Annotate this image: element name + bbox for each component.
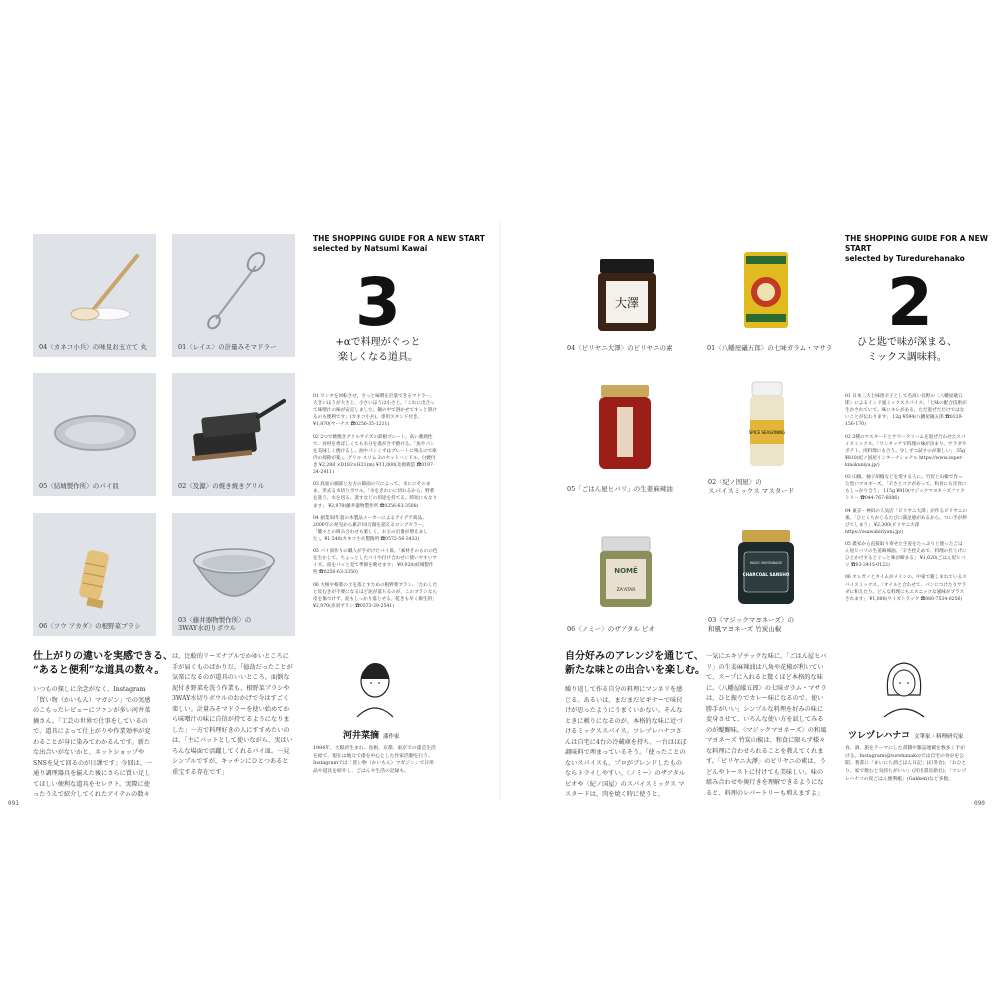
article-body-col2 (706, 652, 828, 799)
section-headline (852, 336, 962, 365)
headline-line1: +αで料理がぐっと (335, 337, 421, 348)
body-paragraph: いつもの探しに余念がなく、Instagram「買い物（かいもん）マガジン」での実感のこもったレビューにファンが多い河井菜摘さん。「工芸の世界で仕事をしているので、道具によって仕上がりや作業効率が変わることが身に染みてわかるんです。新たな出合いがないかと、ネットショップやSNSを見て回るのが日課です」今回は、一通り調理器具を揃えた後にさらに買い足してほしい便利な道具をセレクト。実際に使ったうえで紹介してくれたアイテムの数々 (33, 686, 153, 799)
product-note: 06 大根や根菜の土を落とすための根野菜ブラシ。「たわしだと皮むきが不要になるほど泥が落ちるのが、このブラシなら皮を傷つけず、泥もしっかり落とせる。乾きも早く衛生的」 ¥2,970(赤羽ブラシ ☎0573-29-2541) (313, 582, 438, 609)
product-caption: 02〈及源〉の焼き焼きグリル (178, 482, 265, 490)
grill-plate-illustration (172, 373, 295, 496)
guide-title-selector: selected by Turedurehanako (845, 253, 965, 263)
product-photo-zaatar-jar (596, 535, 656, 611)
mayonnaise-label-brand: MAGIC MAYONNAISE (749, 561, 783, 565)
product-photo-biryani-jar (592, 255, 662, 335)
guide-title-selector: selected by Natsumi Kawai (313, 243, 428, 253)
product-note: 01 ワンタを回転させ、さっと味噌を計量できるマドラー。大きいほうが大さじ、小さいほうは小さじ。「これに出合って味噌汁の味が安定しました。鍋の中で溶かせてすっと溶けるのも便利です」(カネコ小兵)。専用スタンド付き。¥1,870(ヤーナス ☎0256-35-1211) (313, 394, 437, 428)
guide-title (313, 234, 485, 254)
headline-line2: 楽しくなる道具。 (338, 351, 418, 363)
article-body-col1 (33, 685, 155, 801)
product-note: 03 山椒、柚子胡椒などを愛する人に。竹炭と山椒で作った黒いマヨネーズ。「辛さとコクがあって、和食にも洋食にもしっかり合う」 115g ¥810(マジックマヨネーズファクトリー ☎044-767-6086) (845, 475, 967, 502)
product-note: 03 底面の細部と左方の隙面の穴によって、水ににそのまま。形式る水切りボウル。「水をきれいに切れるから、野菜を洗う、水を切る、蒸すなどの用途を持てる。時短にもなります」 ¥2,970(藤井器物製作所 ☎0256-63-3508) (313, 482, 438, 509)
product-caption: 05「ごはん屋ヒバリ」の生姜麻辣油 (567, 485, 673, 493)
profile-bio: 食、酒、旅をテーマにした書籍や雑誌連載を数多く手がける。Instagram(@turehanako)では自宅の食卓を公開。著書に「まいにち酒ごはん日記」(幻冬舎)、「おひとり、家で飲むと気持ちがいい」(河出書房新社)、「ツレヅレハナコの夜ごはん便利帳」(Gakken)など多数。 (845, 746, 967, 782)
spice-mix-label: SPICE SEASONING (748, 430, 786, 435)
lead-line1: 仕上がりの違いを実感できる、 (33, 651, 173, 662)
product-caption-line1: 03〈マジックマヨネーズ〉の (708, 616, 794, 624)
article-body-col1 (565, 685, 687, 801)
zaatar-label-brand: NOMĒ (614, 567, 638, 575)
product-caption-line2: 和風マヨネーズ 竹炭山椒 (708, 624, 782, 633)
body-paragraph: は、比較的リーズナブルでかゆいところに手が届くものばかりだ。「億劫だったことが気楽になるのが道具のいいところ。面倒な泥付き野菜を洗う作業も、根野菜ブラシや3WAY水切りボウルのおかげで今はすごく楽しい。計量みそマドラーを使い始めてから味噌汁の味に自信が持てるようになりました」一方で料理好きの人にすすめたいのは、「主にパットとして使いながら、実はいろんな場面で活躍してくれるパイ皿。一見シンプルですが、キッチンにひとつあると重宝する存在です」 (172, 653, 293, 776)
section-headline (323, 336, 433, 365)
product-photo-ladle-rest (33, 234, 156, 357)
product-note: 05 農家から直接取り寄せた生姜をたっぷりと使ったごはん屋ヒバリの生姜麻辣油。「辛さ控えめで、料理の仕上げにひとかけするとぐっと味が締まる」 ¥1,620(ごはん屋ヒバリ ☎03-3415-0122) (845, 541, 967, 569)
product-note: 01 日本三大七味唐辛子として名高い長野の〈八幡屋礒五郎〉によるインド風ミックススパイス。「七味の配合技術が生かされていて、味にキレがある。ただ混ぜただけではないことが伝わります」 12g ¥594(八幡屋礒五郎 ☎0120-156-170) (845, 394, 967, 428)
product-caption (708, 478, 794, 496)
miso-muddler-illustration (172, 234, 295, 357)
product-caption: 01〈レイエ〉の計量みそマドラー (178, 343, 277, 351)
product-caption: 01〈八幡屋礒五郎〉の七味ガラム・マサラ (707, 344, 833, 352)
product-caption: 04〈カネコ小兵〉の味見お玉立て 丸 (39, 343, 147, 351)
lead-line2: 新たな味との出合いを楽しむ。 (565, 665, 705, 676)
product-caption: 06〈ノミー〉のザアタル ビオ (567, 625, 655, 633)
page-number-right: 090 (974, 800, 985, 807)
product-caption: 04〈ビリヤニ大澤〉のビリヤニの素 (567, 344, 673, 352)
lead-line2: “あると便利”な道具の数々。 (33, 665, 165, 676)
guide-title-line1: THE SHOPPING GUIDE FOR A NEW START (313, 234, 485, 243)
product-caption: 06〈ツウ アカダ〉の根野菜ブラシ (39, 622, 141, 630)
profile-name (848, 728, 964, 741)
product-note: 02 2つで焼焼きグリルサイズの鉄板プレート。高い蓄熱性で、食材を香ばしくても水分を逃がさず焼ける。「魚やパンを美味しく焼けるし、油やパンくずはプレートに残るので庫内の掃除が楽」。グリル スリム 2のセットハンドル、白焼付き ¥2,288 ×D182×H21(m) ¥11,000(及源鋳造 ☎0197-24-2411) (313, 434, 437, 476)
headline-line1: ひと匙で味が深まる、 (857, 337, 957, 348)
product-photo-strainer-bowl (172, 513, 295, 636)
product-note: 05 パイ皿作りの職人が手がけたパイ皿。「素材そのものの色を生かして、ちょっとしたパイや付け合わせに使いやすいサイズ。皿をパッと見て季節を映せます」 ¥9,020(結城製作所 ☎0256-63-3350) (313, 549, 438, 576)
product-photo-garam-masala-tin (740, 250, 792, 330)
product-note: 02 3種のマスタードとサワークリームを混ぜ合わせたスパイスミックス。「ワンタッチで料理の味が決まり、サラダやポテト、肉料理にも合う。少しずつ試すのが楽しい」 35g ¥810(紀ノ国屋インターナショナル https://www.super-kinokuniya.jp/) (845, 434, 967, 468)
profile-portrait-turedurehanako (872, 655, 936, 719)
product-note: 06 オレガノとタイムがメインの、中東で親しまれているスパイスミックス。「オイルと合わせて、パンにつけたりサラダに和えたり。どんな料理にもエスニックな風味がプラスされます」 ¥1,080(ワイズトラック ☎080-7534-0256) (845, 575, 967, 602)
profile-name-text: ツレヅレハナコ (848, 731, 911, 741)
headline-line2: ミックス調味料。 (867, 351, 947, 363)
product-photo-grill (172, 373, 295, 496)
body-paragraph: 繰り返して作る自分の料理にマンネリを感じる。あるいは、まだまだビギナーで味付けが思ったようにうまくいかない。そんなときに頼りになるのが、本格的な味に近づけるミックススパイス。ツレヅレハナコさんは自宅に4台の冷蔵庫を持ち、一台はほぼ調味料で埋まっているそう。「使ったことのないスパイスも、プロがブレンドしたものならトライしやすい。〈ノミー〉のザアタル ビオや〈紀ノ国屋〉のスパイスミックス マスタードは、肉を焼く時に使うと、 (565, 686, 687, 799)
product-note: 04 創業50年超の木製品メーカーによるアイデア商品。2006年の発売から累計10万個を超えるロングセラー。「籐々との組み合わせも楽しく、お玉の出番が増えました」。¥1,540(カネコ小兵製陶所 ☎0572-56-3433) (313, 515, 428, 542)
pie-dish-illustration (33, 373, 156, 496)
product-caption (708, 616, 794, 634)
product-caption-line2: 3WAY水切りボウル (178, 624, 237, 632)
product-notes (313, 393, 438, 615)
article-body-col2 (172, 652, 294, 778)
product-notes (845, 393, 967, 608)
vegetable-brush-illustration (33, 513, 156, 636)
product-photo-ginger-chili-oil (595, 383, 655, 473)
guide-title (845, 234, 1000, 263)
profile-name-text: 河井菜摘 (343, 731, 380, 741)
profile-portrait-kawai (343, 655, 407, 719)
product-note: 04 東京・神田の人気店「ビリヤニ大澤」が作るビリヤニの素。「ひとくちかじるたびに満足感があるから、つい手が伸びてしまう」 ¥2,300(ビリヤニ大澤 https://osawabiriyani.jp/) (845, 508, 967, 535)
mayonnaise-label-name: CHARCOAL SANSHO (742, 572, 790, 577)
profile-role: 漆作家 (383, 734, 400, 740)
section-number: 2 (887, 264, 933, 341)
lead-line1: 自分好みのアレンジを通じて、 (565, 651, 704, 662)
profile-role: 文筆家・料理研究家 (914, 734, 964, 740)
article-lead (33, 650, 183, 678)
guide-title-line1: THE SHOPPING GUIDE FOR A NEW START (845, 234, 988, 253)
product-photo-charcoal-mayonnaise (732, 528, 800, 608)
page-number-left: 091 (8, 800, 19, 807)
profile-name (343, 728, 400, 741)
jar-label: 大澤 (614, 296, 640, 310)
product-photo-miso-muddler (172, 234, 295, 357)
body-paragraph: 一気にエキゾチックな味に。「ごはん屋ヒバリ」の生姜麻辣油は八角や花椒が利いていて、スープに入れると驚くほど本格的な味に。〈八幡屋礒五郎〉の七味ガラム・マサラは、ひと振りでカレー味になるので、使い勝手がいい」シンプルな料理を好みの味に変身させて、いろんな使い方を試してみるのが醍醐味。〈マジックマヨネーズ〉の和風マヨネーズ 竹炭山椒は、和食に限らず様々な料理に合わせられることを教えてくれます。「ビリヤニ大澤」のビリヤニの素は、うどんやトーストに付けても美味しい。味の組み合わせや奥行きを理解できるようになると、料理のレパートリーも増えますよ」 (706, 653, 827, 797)
profile-bio: 1984年、大阪府生まれ。島根、京都、東京での漆芸生活を経て、現在は地元で漆を中心とした作家活動を行う。Instagramでは「買い物（かいもん）マガジン」で日用品や道具を紹介し、ごはんや生活の記録も。 (313, 746, 436, 775)
zaatar-label-name: ZA'ATAR (616, 588, 636, 593)
section-number: 3 (355, 264, 401, 341)
article-lead (565, 650, 715, 678)
product-photo-spice-mix (742, 380, 792, 470)
page-gutter (499, 220, 501, 800)
product-caption-line1: 03〈藤井器物製作所〉の (178, 616, 252, 624)
ladle-rest-illustration (33, 234, 156, 357)
product-caption-line1: 02〈紀ノ国屋〉の (708, 478, 762, 486)
product-photo-pie-dish (33, 373, 156, 496)
product-caption-line2: スパイスミックス マスタード (708, 486, 795, 495)
product-caption: 05〈結城製作所〉のパイ皿 (39, 482, 119, 490)
product-photo-vegetable-brush (33, 513, 156, 636)
